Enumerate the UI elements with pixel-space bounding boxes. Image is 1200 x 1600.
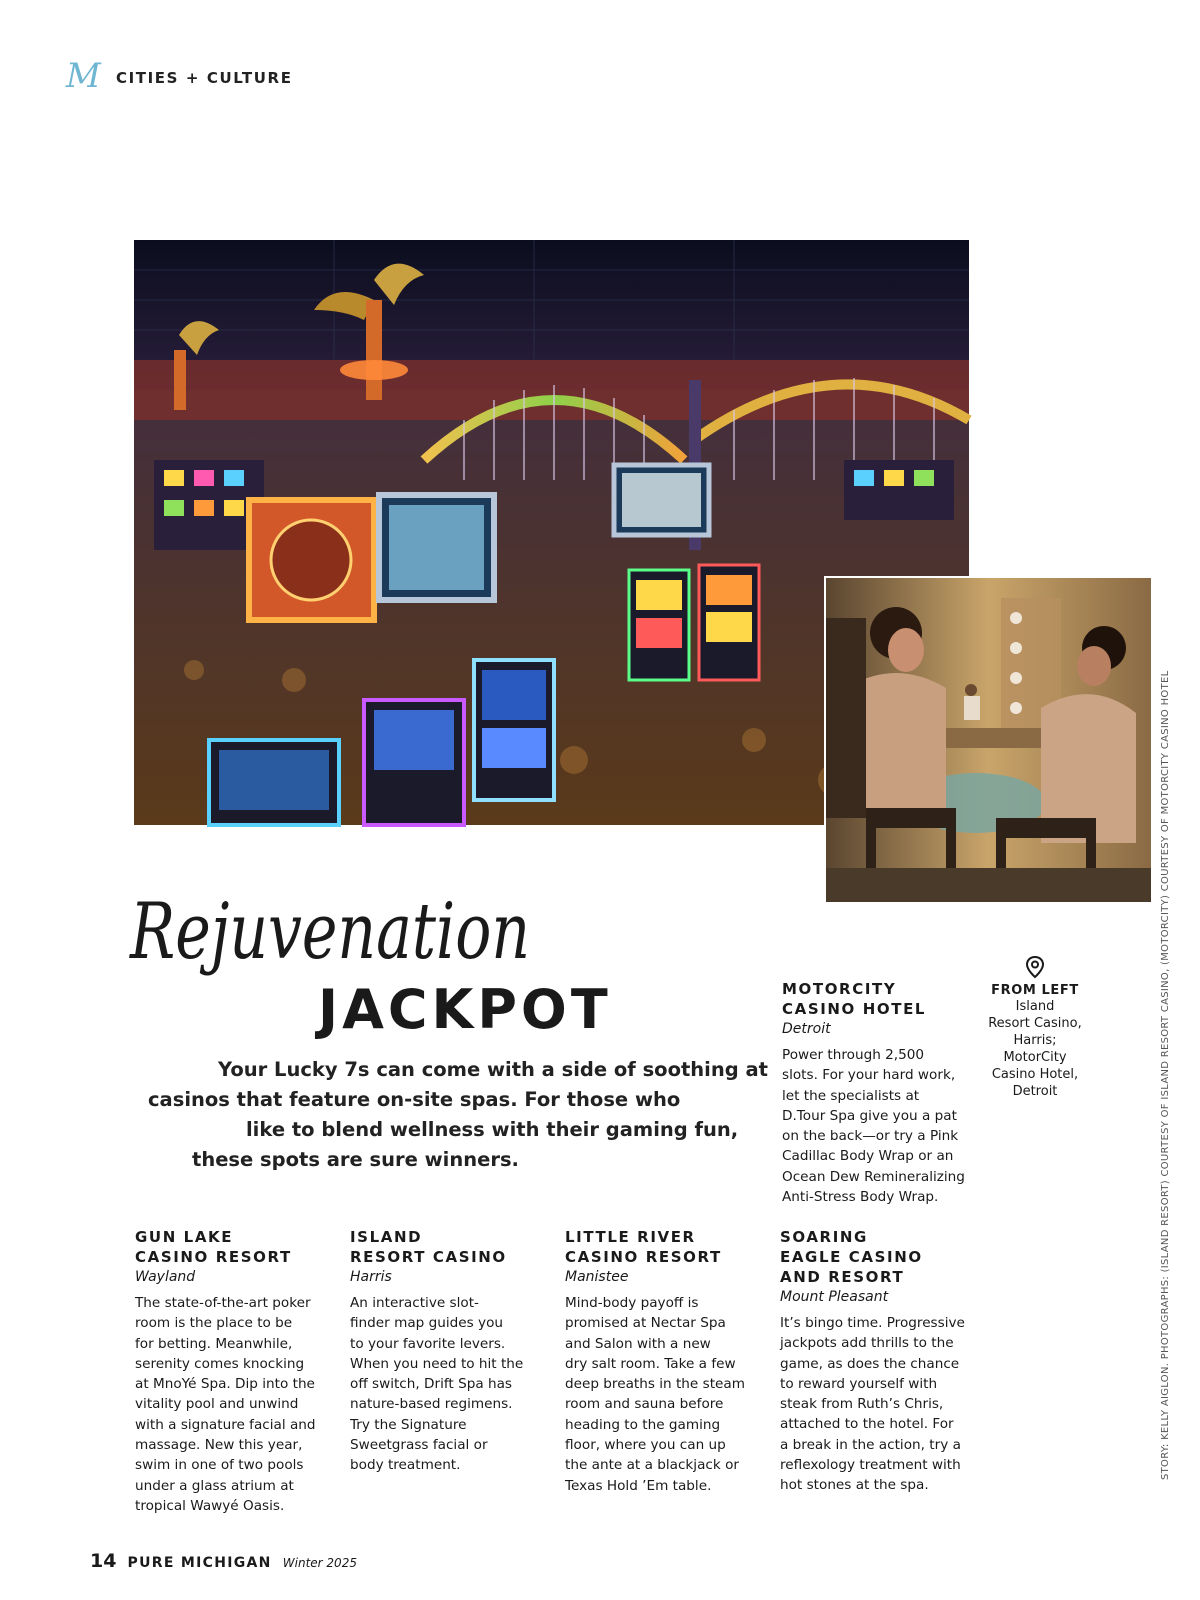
venue-name-line: CASINO RESORT bbox=[565, 1248, 722, 1266]
body-line: Texas Hold ’Em table. bbox=[565, 1477, 712, 1494]
page-number: 14 bbox=[90, 1550, 117, 1572]
dek-line-2: casinos that feature on-site spas. For those who bbox=[148, 1088, 681, 1111]
body-line: When you need to hit the bbox=[350, 1355, 524, 1372]
caption-line: Harris; bbox=[1013, 1033, 1057, 1048]
caption-line: Resort Casino, bbox=[988, 1016, 1082, 1031]
body-line: to reward yourself with bbox=[780, 1375, 938, 1392]
venue-gun-lake bbox=[135, 1227, 331, 1516]
venue-body bbox=[350, 1293, 546, 1476]
body-line: let the specialists at bbox=[782, 1087, 920, 1104]
body-line: promised at Nectar Spa bbox=[565, 1315, 726, 1332]
venue-soaring-eagle bbox=[780, 1227, 980, 1496]
venue-body bbox=[782, 1045, 982, 1207]
body-line: The state-of-the-art poker bbox=[135, 1295, 311, 1311]
dek-line-3: like to blend wellness with their gaming fun, bbox=[246, 1118, 739, 1141]
script-headline-text: Rejuvenation bbox=[128, 887, 530, 977]
body-line: Sweetgrass facial or bbox=[350, 1437, 488, 1454]
body-line: Power through 2,500 bbox=[782, 1047, 925, 1063]
issue-label: Winter 2025 bbox=[282, 1556, 357, 1570]
body-line: heading to the gaming bbox=[565, 1416, 721, 1433]
body-line: nature-based regimens. bbox=[350, 1396, 513, 1413]
venue-location: Manistee bbox=[565, 1269, 629, 1285]
venue-name-line: RESORT CASINO bbox=[350, 1248, 507, 1266]
venue-name-line: CASINO RESORT bbox=[135, 1248, 292, 1266]
spa-lounge-illustration bbox=[826, 578, 1151, 902]
body-line: steak from Ruth’s Chris, bbox=[780, 1396, 944, 1413]
photo-credit: STORY: KELLY AIGLON. PHOTOGRAPHS: (ISLAND RESORT) COURTESY OF ISLAND RESORT CASINO, (MOTORCITY) COURTESY OF MOTORCITY CASINO HOTEL bbox=[1160, 670, 1171, 1480]
page-footer bbox=[90, 1550, 357, 1572]
body-line: finder map guides you bbox=[350, 1315, 503, 1332]
venue-location: Harris bbox=[350, 1269, 392, 1285]
body-line: vitality pool and unwind bbox=[135, 1396, 299, 1413]
body-line: Anti-Stress Body Wrap. bbox=[782, 1189, 939, 1206]
venue-name-line: AND RESORT bbox=[780, 1268, 905, 1286]
venue-little-river bbox=[565, 1227, 761, 1496]
body-line: under a glass atrium at bbox=[135, 1477, 294, 1494]
body-line: attached to the hotel. For bbox=[780, 1416, 954, 1433]
body-line: to your favorite levers. bbox=[350, 1335, 506, 1352]
body-line: game, as does the chance bbox=[780, 1355, 960, 1372]
map-pin-icon bbox=[1025, 955, 1045, 979]
body-line: for betting. Meanwhile, bbox=[135, 1335, 293, 1352]
caption-line: Casino Hotel, bbox=[991, 1067, 1079, 1082]
venue-name-line: MOTORCITY bbox=[782, 980, 897, 998]
venue-body bbox=[780, 1313, 980, 1496]
dek-line-1: Your Lucky 7s can come with a side of soothing at bbox=[218, 1058, 768, 1081]
venue-name-line: ISLAND bbox=[350, 1228, 423, 1246]
body-line: swim in one of two pools bbox=[135, 1457, 304, 1474]
spa-photo bbox=[824, 576, 1153, 904]
caption-line: Island bbox=[1015, 999, 1055, 1014]
body-line: hot stones at the spa. bbox=[780, 1477, 929, 1494]
body-line: jackpots add thrills to the bbox=[780, 1335, 954, 1352]
venue-location: Detroit bbox=[782, 1021, 831, 1037]
venue-location: Wayland bbox=[135, 1269, 196, 1285]
venue-name-line: GUN LAKE bbox=[135, 1228, 234, 1246]
venue-body bbox=[565, 1293, 761, 1496]
venue-name-line: CASINO HOTEL bbox=[782, 1000, 927, 1018]
dek-line-4: these spots are sure winners. bbox=[192, 1148, 519, 1171]
body-line: room and sauna before bbox=[565, 1396, 724, 1413]
body-line: on the back—or try a Pink bbox=[782, 1128, 959, 1145]
body-line: Mind-body payoff is bbox=[565, 1295, 699, 1311]
body-line: tropical Wawyé Oasis. bbox=[135, 1497, 285, 1514]
caption-line: Detroit bbox=[1012, 1084, 1058, 1099]
headline-jackpot: JACKPOT bbox=[318, 978, 612, 1041]
body-line: D.Tour Spa give you a pat bbox=[782, 1107, 957, 1124]
venue-name-line: EAGLE CASINO bbox=[780, 1248, 923, 1266]
body-line: at MnoYé Spa. Dip into the bbox=[135, 1376, 315, 1393]
body-line: a break in the action, try a bbox=[780, 1436, 961, 1453]
body-line: the ante at a blackjack or bbox=[565, 1457, 739, 1474]
body-line: Ocean Dew Remineralizing bbox=[782, 1168, 965, 1185]
venue-name-line: LITTLE RIVER bbox=[565, 1228, 696, 1246]
body-line: and Salon with a new bbox=[565, 1335, 711, 1352]
venue-body bbox=[135, 1293, 331, 1516]
body-line: floor, where you can up bbox=[565, 1437, 726, 1454]
magazine-name: PURE MICHIGAN bbox=[127, 1555, 272, 1571]
body-line: off switch, Drift Spa has bbox=[350, 1376, 513, 1393]
body-line: serenity comes knocking bbox=[135, 1355, 305, 1372]
caption-line: MotorCity bbox=[1003, 1050, 1067, 1065]
body-line: slots. For your hard work, bbox=[782, 1067, 956, 1084]
body-line: It’s bingo time. Progressive bbox=[780, 1315, 965, 1331]
body-line: Try the Signature bbox=[350, 1416, 467, 1433]
venue-location: Mount Pleasant bbox=[780, 1289, 889, 1305]
magazine-logo-m: M bbox=[66, 56, 101, 96]
caption-label: FROM LEFT bbox=[991, 983, 1079, 998]
venue-motorcity bbox=[782, 979, 982, 1207]
section-label: CITIES + CULTURE bbox=[116, 69, 293, 87]
body-line: reflexology treatment with bbox=[780, 1457, 961, 1474]
body-line: Cadillac Body Wrap or an bbox=[782, 1148, 954, 1165]
body-line: An interactive slot- bbox=[350, 1295, 479, 1311]
body-line: with a signature facial and bbox=[135, 1416, 316, 1433]
venue-island-resort bbox=[350, 1227, 546, 1476]
body-line: room is the place to be bbox=[135, 1315, 293, 1332]
body-line: deep breaths in the steam bbox=[565, 1376, 745, 1393]
body-line: massage. New this year, bbox=[135, 1437, 303, 1454]
venue-name-line: SOARING bbox=[780, 1228, 868, 1246]
photo-caption bbox=[980, 955, 1090, 1100]
body-line: dry salt room. Take a few bbox=[565, 1355, 736, 1372]
body-line: body treatment. bbox=[350, 1457, 461, 1474]
